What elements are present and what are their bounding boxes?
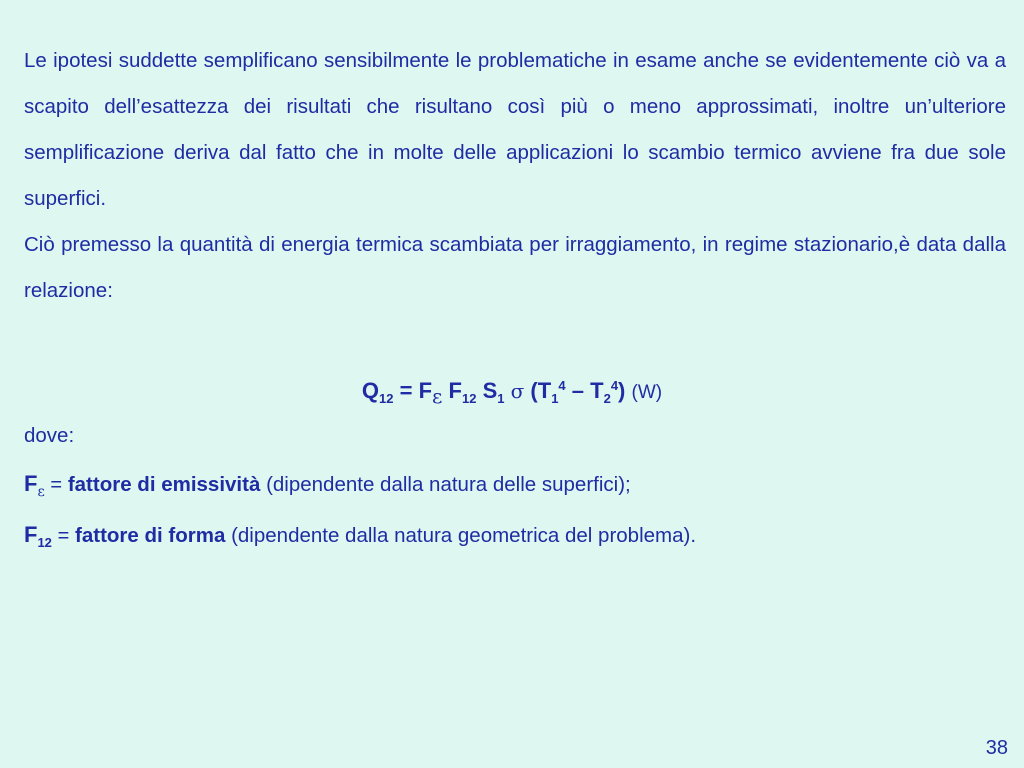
definition-symbol (24, 471, 45, 500)
intro-paragraph: Le ipotesi suddette semplificano sensibilmente le problematiche in esame anche se evidentemente ciò va a scapito dell’esattezza dei risultati che risultano così più o meno approssimati, inoltre un’ulteriore semplificazione deriva dal fatto che in molte delle applicazioni lo scambio termico avviene fra due sole superfici. (24, 49, 1006, 210)
definition-term: fattore di forma (75, 524, 226, 547)
formula-f2: F (448, 378, 462, 403)
symbol-subscript: 12 (37, 535, 52, 550)
formula-q-sub: 12 (379, 391, 394, 406)
definition-equals: = (50, 474, 63, 496)
formula-s: S (482, 378, 498, 403)
formula-open: (T (530, 378, 552, 403)
symbol-subscript: ε (37, 484, 45, 500)
formula-sigma: σ (510, 379, 525, 403)
formula-equals: = (399, 378, 413, 403)
formula-f2-sub: 12 (462, 391, 477, 406)
symbol-letter: F (24, 471, 38, 496)
formula-q: Q (361, 378, 380, 403)
symbol-letter: F (24, 522, 38, 547)
formula-t1-sub: 1 (551, 391, 559, 406)
formula-t2-sup: 4 (610, 378, 619, 393)
formula-minus: – T (571, 378, 604, 403)
definition-description: (dipendente dalla natura delle superfici); (266, 473, 631, 496)
premise-paragraph: Ciò premesso la quantità di energia termica scambiata per irraggiamento, in regime stazionario,è data dalla relazione: (24, 233, 1006, 302)
definition-emissivity (24, 461, 631, 515)
formula-t2-sub: 2 (603, 391, 611, 406)
formula-unit: (W) (631, 382, 663, 403)
definition-description: (dipendente dalla natura geometrica del problema). (231, 524, 697, 547)
formula-t1-sup: 4 (558, 378, 566, 393)
page-number: 38 (985, 737, 1008, 759)
definition-term: fattore di emissività (67, 473, 261, 496)
formula-f-sub: ε (432, 384, 443, 408)
formula-s-sub: 1 (497, 391, 505, 406)
definition-symbol (24, 522, 52, 550)
dove-label: dove: (24, 424, 75, 447)
definition-shape-factor (24, 512, 696, 566)
radiation-formula (0, 363, 1024, 422)
formula-close: ) (618, 378, 626, 403)
formula-f: F (418, 378, 433, 403)
definition-equals: = (57, 525, 70, 547)
